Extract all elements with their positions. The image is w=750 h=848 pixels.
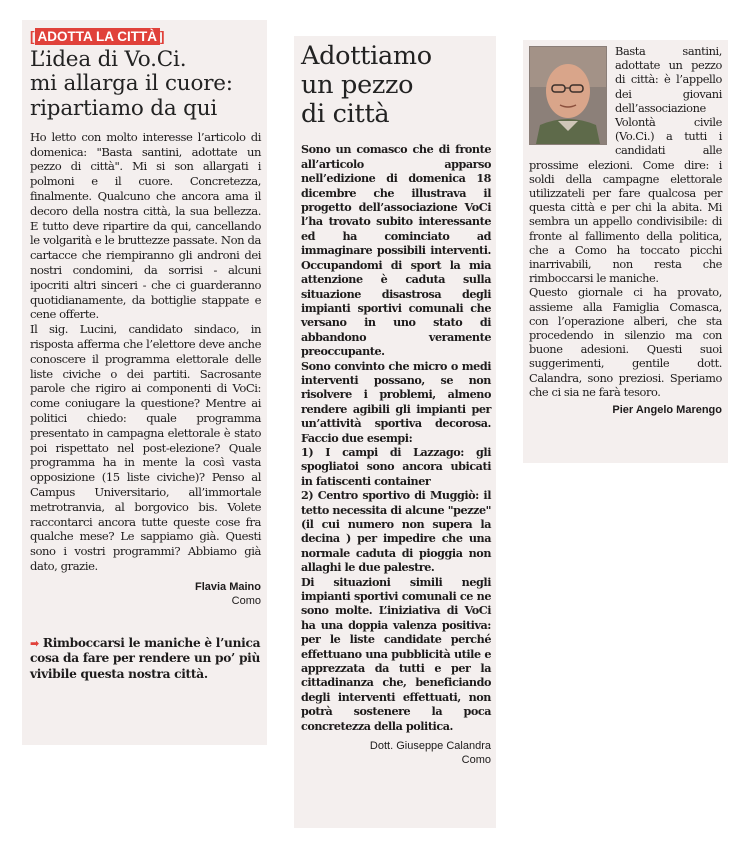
middle-body <box>301 142 491 733</box>
letter-left <box>22 20 267 745</box>
rubric-label: ADOTTA LA CITTÀ <box>35 28 160 45</box>
pull-quote <box>30 636 261 683</box>
editor-reply <box>523 40 728 463</box>
left-signature-name: Flavia Maino <box>194 580 261 593</box>
left-headline-line: L’idea di Vo.Ci. <box>30 47 187 72</box>
left-body <box>30 130 261 574</box>
middle-signature-name: Dott. Giuseppe Calandra <box>369 740 491 753</box>
rubric-bracket-close: ] <box>159 29 165 44</box>
middle-paragraph: Di situazioni simili negli impianti sportivi comunali ce ne sono molte. L’iniziativa di VoCi ha una doppia valenza positiva: per le liste candidate perché effettuano una pubblicità utile e apprezzata da tutti e per la cittadinanza che, beneficiando degli interventi effettuati, non potrà sostenere la poca concretezza della politica. <box>301 574 491 733</box>
middle-headline <box>301 42 491 128</box>
reply-signature <box>529 403 722 417</box>
arrow-right-icon: ➡ <box>30 636 39 650</box>
letter-middle <box>294 36 496 828</box>
reply-paragraph: Questo giornale ci ha provato, assieme alla Famiglia Comasca, con l’operazione alberi, che sta procedendo in silenzio ma con buone adesioni. Questi suoi suggerimenti, gentile dott. Calandra, sono preziosi. Speriamo che ci sia ne farà tesoro. <box>529 285 722 399</box>
middle-headline-line: Adottiamo <box>301 41 432 71</box>
rubric-bracket-open: [ <box>30 29 35 44</box>
reply-paragraph: Basta santini, adottate un pezzo di città: è l’appello dei giovani dell’associazione Volontà civile (Vo.Ci.) a tutti i candidati alle prossime elezioni. Come dire: i soldi della campagne elettorale utilizzateli per fare qualcosa per questa città e per chi la abita. Mi sembra un appello condivisibile: di fronte al fallimento della politica, che a Como ha toccato picchi inarrivabili, non resta che rimboccarsi le maniche. <box>529 44 722 286</box>
middle-paragraph: 2) Centro sportivo di Muggiò: il tetto necessita di alcune "pezze" (il cui numero non supera la decina ) per impedire che una normale caduta di pioggia non allaghi le due palestre. <box>301 488 491 575</box>
middle-paragraph: Sono convinto che micro o medi interventi possano, se non risolvere i problemi, almeno rendere agibili gli impianti per un’attività sportiva decorosa. Faccio due esempi: <box>301 358 491 445</box>
left-headline-line: mi allarga il cuore: <box>30 71 233 97</box>
middle-signature-city: Como <box>461 754 491 767</box>
left-signature <box>30 580 261 608</box>
left-headline-line: ripartiamo da qui <box>30 95 218 121</box>
section-rubric <box>30 29 164 44</box>
pull-quote-text: Rimboccarsi le maniche è l’unica cosa da fare per rendere un po’ più vivibile questa nostra città. <box>30 635 261 681</box>
middle-headline-line: di città <box>301 98 390 129</box>
middle-signature <box>301 739 491 767</box>
left-paragraph: Il sig. Lucini, candidato sindaco, in risposta afferma che l’elettore deve anche conoscere il programma elettorale delle liste civiche o dei partiti. Sacrosante parole che rigiro ai componenti di VoCi: come coniugare la questione? Mentre ai politici chiedo: quale programma presentato in campagna elettorale è stato poi rispettato nel post-elezione? Quale programma ha in mente la così vasta opposizione (15 liste civiche)? Penso al Campus Universitario, all’immortale metrotranvia, al borgovico bis. Volete raccontarci ancora tutte queste cose fra qualche mese? Le sappiamo già. Questi sono i vostri programmi? Abbiamo già dato, grazie. <box>30 322 261 573</box>
author-photo <box>529 46 607 145</box>
left-headline <box>30 48 261 121</box>
middle-headline-line: un pezzo <box>301 69 414 100</box>
middle-paragraph: 1) I campi di Lazzago: gli spogliatoi sono ancora ubicati in fatiscenti container <box>301 444 491 488</box>
left-signature-city: Como <box>231 594 261 607</box>
portrait-image <box>530 47 606 144</box>
middle-paragraph: Sono un comasco che di fronte all’articolo apparso nell’edizione di domenica 18 dicembre che illustrava il progetto dell’associazione VoCi l’ha trovato subito interessante ed ha cominciato ad immaginare possibili interventi. Occupandomi di sport la mia attenzione è caduta sulla situazione disastrosa degli impianti sportivi comunali che versano in uno stato di abbandono veramente preoccupante. <box>301 142 491 359</box>
reply-signature-name: Pier Angelo Marengo <box>612 404 722 417</box>
left-paragraph: Ho letto con molto interesse l’articolo di domenica: "Basta santini, adottate un pezzo di città". Mi si son allargati i polmoni e il cuore. Concretezza, finalmente. Qualcuno che ancora ama il decoro della nostra città, la sua bellezza. E tutto deve ripartire da qui, cancellando le volgarità e le bruttezze passate. Non da cartacce che riempiranno gli androni dei nostri condomini, da sorrisi - alcuni ipocriti altri sinceri - che ci guarderanno quotidianamente, da bottiglie stappate e cene offerte. <box>30 129 261 322</box>
